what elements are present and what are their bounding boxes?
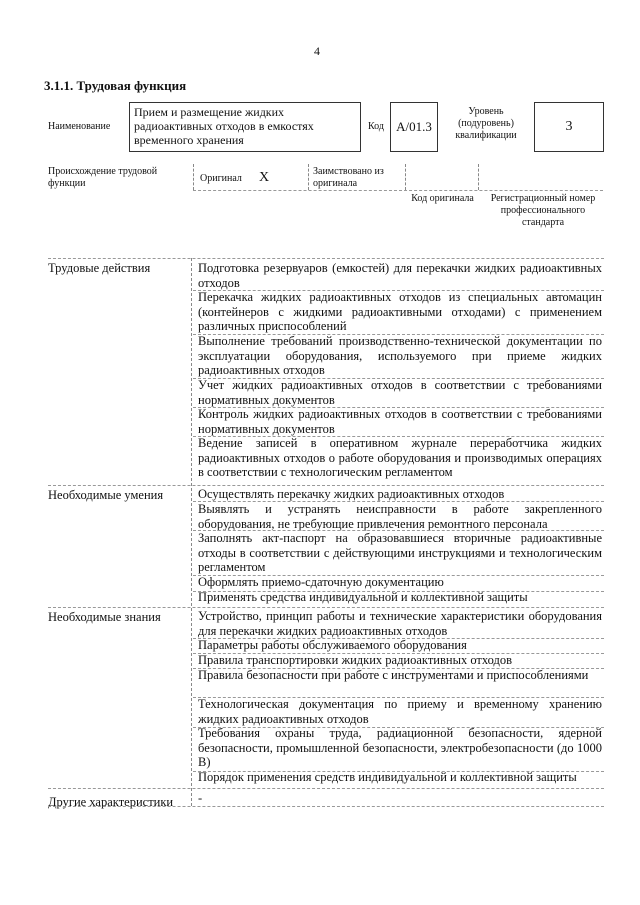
list-item: Применять средства индивидуальной и коллективной защиты <box>198 590 528 604</box>
qualification-level-box: 3 <box>534 102 604 152</box>
list-item: Перекачка жидких радиоактивных отходов из специальных автомацин (контейнеров с жидкими радиоактивными отходами) с применением различных приспособлений <box>198 290 602 333</box>
row-separator <box>193 290 604 291</box>
row-separator <box>48 806 604 807</box>
table-column-divider <box>191 258 192 806</box>
skills-list <box>198 487 602 605</box>
row-separator <box>193 668 604 669</box>
actions-list <box>198 261 602 480</box>
section-title: 3.1.1. Трудовая функция <box>44 78 187 93</box>
original-label: Оригинал <box>200 173 242 184</box>
row-separator <box>193 407 604 408</box>
skills-label: Необходимые умения <box>48 488 164 502</box>
row-separator <box>193 530 604 531</box>
code-label: Код <box>368 121 384 132</box>
list-item: Требования охраны труда, радиационной безопасности, ядерной безопасности, промышленной безопасности, электробезопасности (до 1000 В) <box>198 726 602 769</box>
row-separator <box>193 771 604 772</box>
row-separator <box>193 378 604 379</box>
origin-label: Происхождение трудовой функции <box>48 166 158 189</box>
list-item: Правила транспортировки жидких радиоактивных отходов <box>198 653 513 667</box>
list-item: Оформлять приемо-сдаточную документацию <box>198 575 444 589</box>
list-item: Учет жидких радиоактивных отходов в соответствии с требованиями нормативных документов <box>198 378 602 407</box>
row-separator <box>193 436 604 437</box>
list-item: Подготовка резервуаров (емкостей) для перекачки жидких радиоактивных отходов <box>198 261 602 290</box>
list-item: Осуществлять перекачку жидких радиоактивных отходов <box>198 487 505 501</box>
row-separator <box>193 727 604 728</box>
other-label: Другие характеристики <box>48 795 174 809</box>
knowledge-label: Необходимые знания <box>48 610 161 624</box>
row-separator <box>193 334 604 335</box>
code-original-label: Код оригинала <box>411 193 474 204</box>
registration-number-label: Регистрационный номер профессионального стандарта <box>490 193 596 228</box>
row-separator <box>193 575 604 576</box>
row-separator <box>193 501 604 502</box>
row-separator <box>48 788 604 789</box>
row-separator <box>193 697 604 698</box>
row-separator <box>48 485 604 486</box>
list-item: Устройство, принцип работы и технические характеристики оборудования для перекачки жидких радиоактивных отходов <box>198 609 602 638</box>
row-separator <box>193 638 604 639</box>
list-item: Ведение записей в оперативном журнале переработчика жидких радиоактивных отходов о работе оборудования и производимых операциях в соответствии с технологическим регламентом <box>198 436 602 479</box>
other-value: - <box>198 791 203 805</box>
row-separator <box>193 591 604 592</box>
page-number: 4 <box>314 44 320 58</box>
name-label: Наименование <box>48 121 111 132</box>
row-separator <box>193 653 604 654</box>
code-value-box: А/01.3 <box>390 102 438 152</box>
borrowed-label: Заимствовано из оригинала <box>313 166 384 189</box>
qualification-level-label: Уровень (подуровень) квалификации <box>455 106 517 141</box>
list-item: Параметры работы обслуживаемого оборудования <box>198 638 467 652</box>
origin-bottom-line <box>193 190 603 191</box>
origin-divider-2 <box>308 164 309 190</box>
list-item: Заполнять акт-паспорт на образовавшиеся вторичные радиоактивные отходы в соответствии с действующими инструкциями и технологическим регламентом <box>198 531 602 574</box>
origin-divider-4 <box>478 164 479 190</box>
actions-label: Трудовые действия <box>48 261 151 275</box>
list-item: Выявлять и устранять неисправности в работе закрепленного оборудования, не требующие привлечения ремонтного персонала <box>198 502 602 531</box>
list-item: Технологическая документация по приему и временному хранению жидких радиоактивных отходов <box>198 697 602 726</box>
origin-divider-3 <box>405 164 406 190</box>
function-name-box: Прием и размещение жидких радиоактивных отходов в емкостях временного хранения <box>129 102 361 152</box>
list-item: Правила безопасности при работе с инструментами и приспособлениями <box>198 668 589 682</box>
row-separator <box>48 258 604 259</box>
list-item: Выполнение требований производственно-технической документации по эксплуатации оборудования, используемого при приеме жидких радиоактивных отходов <box>198 334 602 377</box>
row-separator <box>48 607 604 608</box>
list-item: Контроль жидких радиоактивных отходов в соответствии с требованиями нормативных документов <box>198 407 602 436</box>
list-item: Порядок применения средств индивидуальной и коллективной защиты <box>198 770 577 784</box>
original-mark: X <box>259 170 270 185</box>
origin-divider <box>193 164 194 190</box>
